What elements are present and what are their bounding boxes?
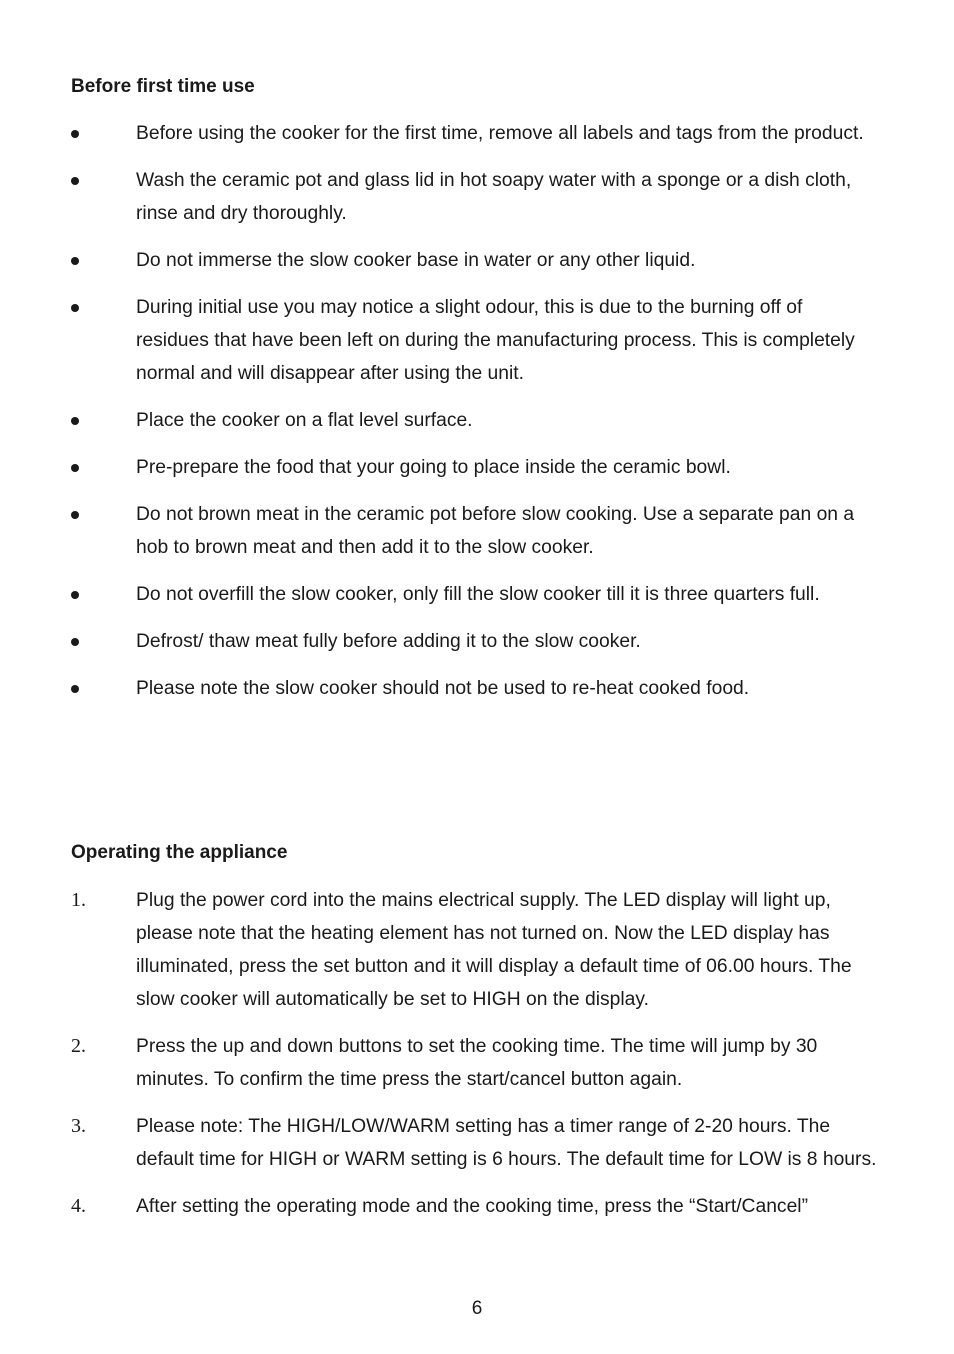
bullet-icon	[71, 591, 79, 599]
bullet-icon	[71, 638, 79, 646]
list-item-text: Pre-prepare the food that your going to place inside the ceramic bowl.	[136, 457, 731, 478]
step-number: 1.	[71, 889, 86, 911]
step-number: 4.	[71, 1195, 86, 1217]
list-item	[0, 117, 954, 150]
step-text: After setting the operating mode and the cooking time, press the “Start/Cancel”	[136, 1196, 808, 1217]
bullet-icon	[71, 177, 79, 185]
step-number: 3.	[71, 1115, 86, 1137]
operating-steps-list	[0, 884, 954, 1223]
list-item-text: Please note the slow cooker should not be used to re-heat cooked food.	[136, 678, 750, 699]
list-item	[0, 404, 954, 437]
step-item	[0, 1030, 954, 1096]
step-item	[0, 1190, 954, 1223]
list-item-text: During initial use you may notice a slight odour, this is due to the burning off of residues that have been left on during the manufacturing process. This is completely normal and will disappear after using the unit.	[136, 297, 855, 384]
list-item	[0, 672, 954, 705]
step-text: Press the up and down buttons to set the cooking time. The time will jump by 30 minutes. To confirm the time press the start/cancel button again.	[136, 1036, 818, 1090]
list-item	[0, 291, 954, 390]
list-item	[0, 244, 954, 277]
bullet-icon	[71, 130, 79, 138]
list-item-text: Do not immerse the slow cooker base in water or any other liquid.	[136, 250, 696, 271]
page-number: 6	[471, 1298, 483, 1319]
list-item-text: Do not brown meat in the ceramic pot before slow cooking. Use a separate pan on a hob to brown meat and then add it to the slow cooker.	[136, 504, 855, 558]
bullet-icon	[71, 511, 79, 519]
bullet-icon	[71, 464, 79, 472]
step-item	[0, 1110, 954, 1176]
list-item	[0, 451, 954, 484]
before-first-use-list	[0, 117, 954, 705]
section-heading-operating: Operating the appliance	[71, 842, 288, 863]
list-item-text: Do not overfill the slow cooker, only fill the slow cooker till it is three quarters full.	[136, 584, 820, 605]
bullet-icon	[71, 685, 79, 693]
list-item	[0, 164, 954, 230]
step-text: Please note: The HIGH/LOW/WARM setting has a timer range of 2-20 hours. The default time for HIGH or WARM setting is 6 hours. The default time for LOW is 8 hours.	[136, 1116, 877, 1170]
step-text: Plug the power cord into the mains electrical supply. The LED display will light up, please note that the heating element has not turned on. Now the LED display has illuminated, press the set button and it will display a default time of 06.00 hours. The slow cooker will automatically be set to HIGH on the display.	[136, 890, 852, 1010]
bullet-icon	[71, 417, 79, 425]
step-item	[0, 884, 954, 1016]
list-item-text: Defrost/ thaw meat fully before adding it to the slow cooker.	[136, 631, 641, 652]
bullet-icon	[71, 304, 79, 312]
list-item	[0, 498, 954, 564]
list-item-text: Before using the cooker for the first time, remove all labels and tags from the product.	[136, 123, 864, 144]
list-item	[0, 625, 954, 658]
section-heading-before-first-use: Before first time use	[71, 76, 255, 97]
step-number: 2.	[71, 1035, 86, 1057]
list-item-text: Place the cooker on a flat level surface.	[136, 410, 473, 431]
bullet-icon	[71, 257, 79, 265]
list-item	[0, 578, 954, 611]
list-item-text: Wash the ceramic pot and glass lid in hot soapy water with a sponge or a dish cloth, rinse and dry thoroughly.	[136, 170, 852, 224]
